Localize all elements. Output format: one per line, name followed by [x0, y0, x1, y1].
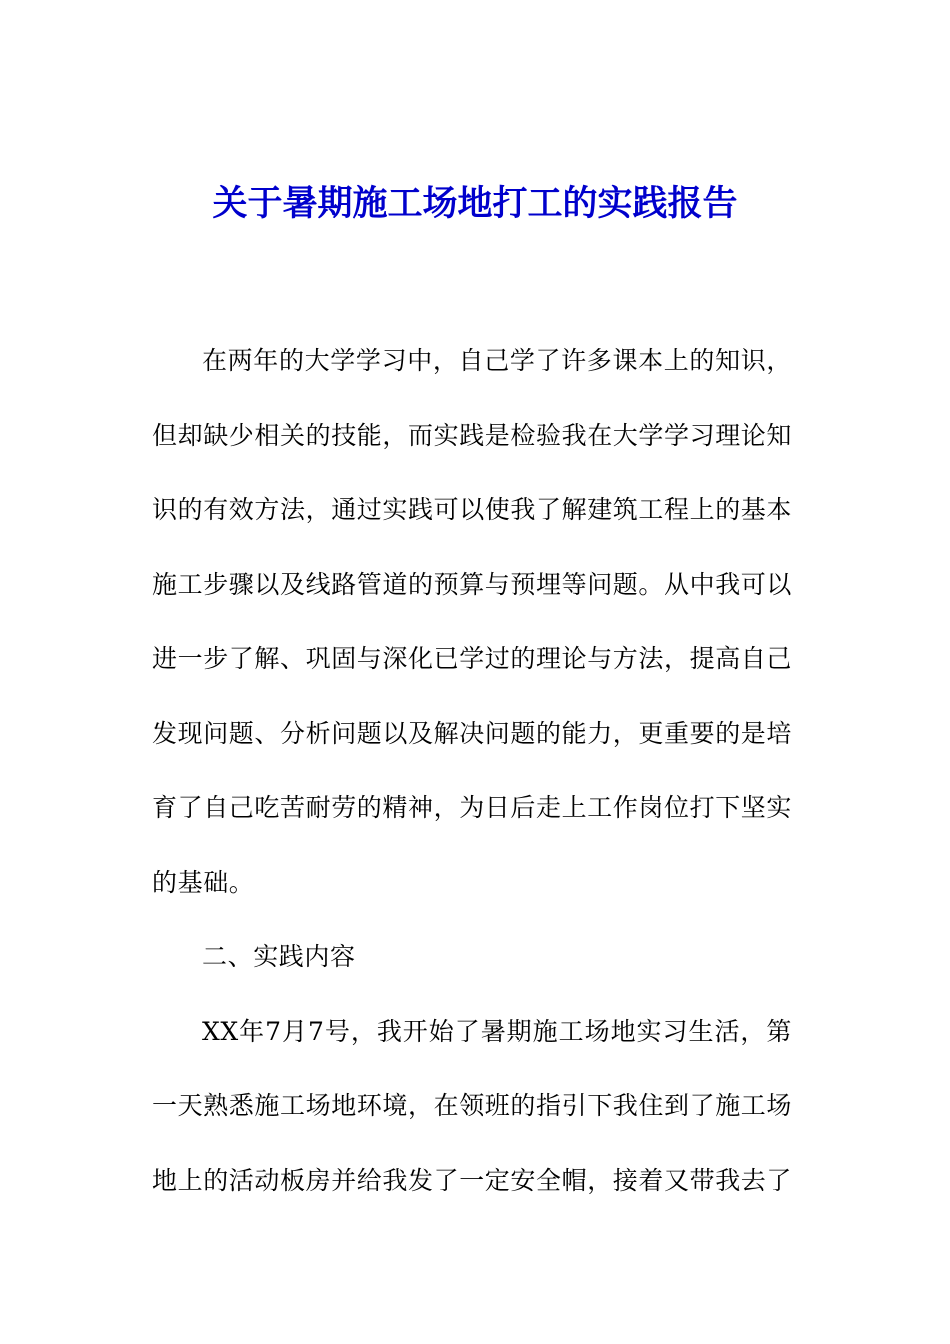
section-heading: 二、实践内容 — [202, 942, 356, 971]
paragraph-intro: 在两年的大学学习中，自己学了许多课本上的知识，但却缺少相关的技能，而实践是检验我在大学学习理论知识的有效方法，通过实践可以使我了解建筑工程上的基本施工步骤以及线路管道的预算与预埋等问题。从中我可以进一步了解、巩固与深化已学过的理论与方法，提高自己发现问题、分析问题以及解决问题的能力，更重要的是培育了自己吃苦耐劳的精神，为日后走上工作岗位打下坚实的基础。 — [152, 346, 793, 897]
document-title: 关于暑期施工场地打工的实践报告 — [212, 183, 738, 224]
document-body — [152, 324, 792, 1218]
paragraph-practice: XX年7月7号，我开始了暑期施工场地实习生活，第一天熟悉施工场地环境，在领班的指引下我住到了施工场地上的活动板房并给我发了一定安全帽，接着又带我去了 — [152, 1016, 793, 1195]
